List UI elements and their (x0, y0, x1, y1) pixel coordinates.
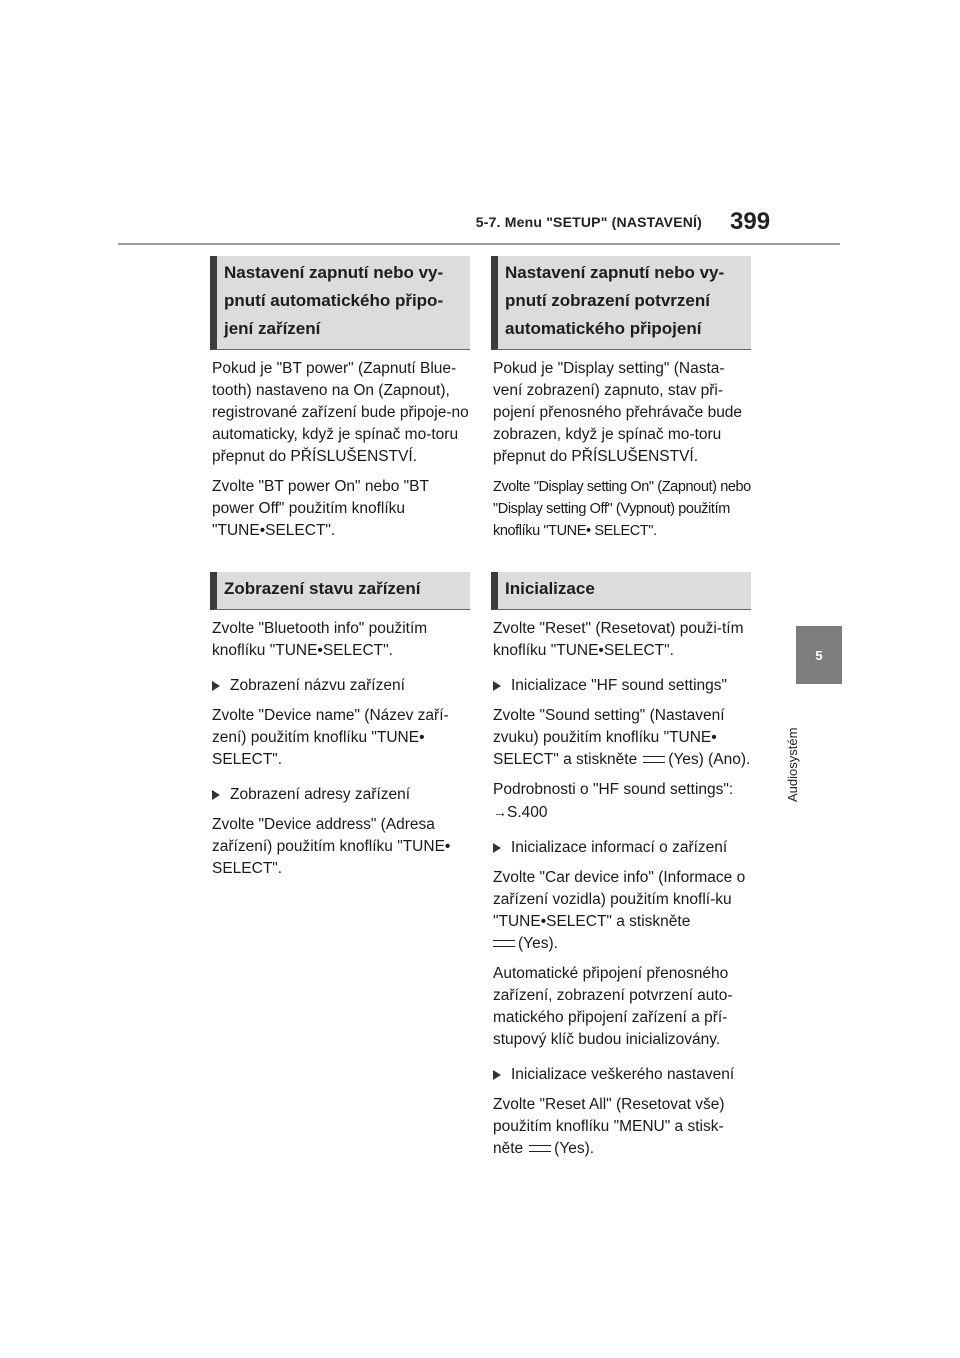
paragraph (493, 1094, 751, 1160)
paragraph-text: (Yes). (518, 935, 558, 952)
left-column (210, 256, 470, 880)
chapter-number: 5 (815, 647, 823, 663)
page-number: 399 (730, 208, 771, 235)
section-heading-initialization: Inicializace (491, 572, 751, 610)
triangle-bullet-icon (212, 790, 220, 800)
paragraph: Zvolte "Reset" (Resetovat) použi-tím knoflíku "TUNE•SELECT". (493, 620, 744, 659)
running-header-section: 5-7. Menu "SETUP" (NASTAVENÍ) (475, 214, 702, 230)
paragraph (493, 779, 751, 824)
paragraph-text: Podrobnosti o "HF sound settings": (493, 781, 734, 798)
paragraph (493, 867, 751, 955)
subheading-text: Zobrazení adresy zařízení (230, 786, 411, 803)
paragraph: Pokud je "Display setting" (Nasta-vení zobrazení) zapnuto, stav při-pojení přenosného přehrávače bude zobrazen, když je spínač mo-toru přepnut do PŘÍSLUŠENSTVÍ. (493, 360, 743, 465)
subheading-text: Zobrazení názvu zařízení (230, 677, 405, 694)
paragraph-text: Zvolte "Sound setting" (Nastavení zvuku) použitím knoflíku "TUNE• SELECT" a stiskněte (493, 707, 725, 768)
page-reference-link[interactable]: S.400 (507, 804, 548, 821)
paragraph-text: (Yes). (554, 1140, 595, 1157)
chapter-label: Audiosystém (785, 727, 800, 802)
chapter-side-label (785, 692, 815, 802)
paragraph (493, 705, 751, 771)
arrow-right-icon: → (493, 804, 507, 820)
triangle-bullet-icon (212, 681, 220, 691)
subheading-hf-sound (493, 675, 751, 697)
yes-button-icon (643, 756, 665, 763)
subheading-device-info (493, 837, 751, 859)
paragraph: Zvolte "Device name" (Název zaří-zení) použitím knoflíku "TUNE• SELECT". (212, 707, 449, 768)
paragraph: Zvolte "Display setting On" (Zapnout) nebo "Display setting Off" (Vypnout) použitím knoflíku "TUNE• SELECT". (493, 479, 751, 539)
paragraph: Zvolte "BT power On" nebo "BT power Off" použitím knoflíku "TUNE•SELECT". (212, 478, 429, 539)
paragraph: Automatické připojení přenosného zařízení, zobrazení potvrzení auto-matického připojení zařízení a pří-stupový klíč budou inicializovány. (493, 965, 733, 1048)
yes-button-icon (493, 940, 515, 947)
subheading-reset-all (493, 1064, 751, 1086)
section-heading-device-status: Zobrazení stavu zařízení (210, 572, 470, 610)
paragraph-text: Zvolte "Reset All" (Resetovat vše) použitím knoflíku "MENU" a stisk-něte (493, 1096, 725, 1157)
yes-button-icon (529, 1145, 551, 1152)
paragraph: Pokud je "BT power" (Zapnutí Blue-tooth) nastaveno na On (Zapnout), registrované zařízení bude připoje-no automaticky, když je spínač mo-toru přepnut do PŘÍSLUŠENSTVÍ. (212, 360, 469, 465)
chapter-tab (796, 626, 842, 684)
subheading-text: Inicializace "HF sound settings" (511, 677, 728, 694)
subheading-device-address (212, 784, 470, 806)
paragraph: Zvolte "Bluetooth info" použitím knoflíku "TUNE•SELECT". (212, 620, 428, 659)
triangle-bullet-icon (493, 843, 501, 853)
section-heading-auto-connect: Nastavení zapnutí nebo vy-pnutí automatického připo-jení zařízení (210, 256, 470, 350)
triangle-bullet-icon (493, 681, 501, 691)
paragraph-text: Zvolte "Car device info" (Informace o zařízení vozidla) použitím knoflí-ku "TUNE•SELECT" a stiskněte (493, 869, 746, 930)
section-heading-confirmation-display: Nastavení zapnutí nebo vy-pnutí zobrazení potvrzení automatického připojení (491, 256, 751, 350)
subheading-text: Inicializace veškerého nastavení (511, 1066, 735, 1083)
paragraph-text: (Yes) (Ano). (668, 751, 751, 768)
subheading-device-name (212, 675, 470, 697)
header-rule (118, 243, 840, 245)
right-column (491, 256, 751, 1160)
paragraph: Zvolte "Device address" (Adresa zařízení) použitím knoflíku "TUNE• SELECT". (212, 816, 451, 877)
subheading-text: Inicializace informací o zařízení (511, 839, 728, 856)
triangle-bullet-icon (493, 1070, 501, 1080)
